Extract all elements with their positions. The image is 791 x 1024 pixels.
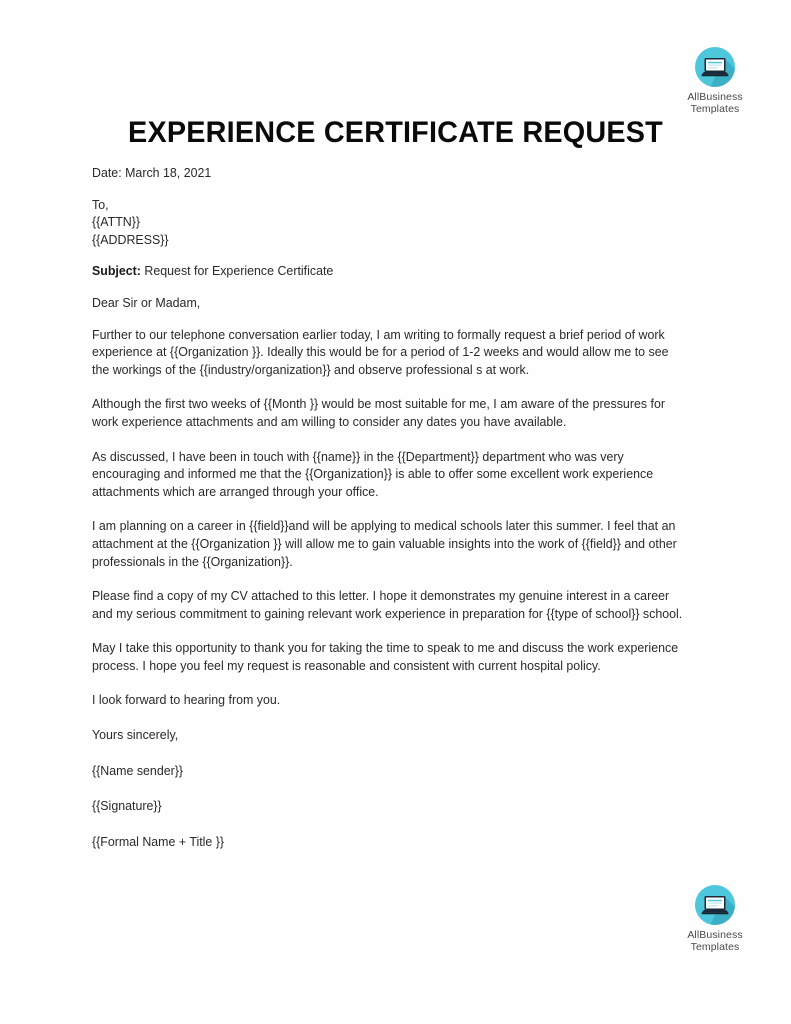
brand-line-1: AllBusiness [687, 91, 743, 103]
recipient-attn: {{ATTN}} [92, 215, 141, 230]
letter-body [92, 165, 687, 869]
date-line [92, 165, 687, 183]
formal-name-title-placeholder [92, 834, 687, 852]
closing-line [92, 727, 687, 745]
recipient-address: {{ADDRESS}} [92, 232, 169, 247]
laptop-icon [694, 884, 736, 926]
subject-line [92, 263, 687, 281]
body-paragraph: I look forward to hearing from you. [92, 693, 281, 708]
brand-line-2: Templates [690, 940, 740, 953]
brand-line-1: AllBusiness [687, 929, 743, 941]
body-paragraph: As discussed, I have been in touch with {{name}} in the {{Department}} department who was very encouraging and informed me that the {{Organization}} is able to offer some excellent work experience attachments which are arranged through your office. [92, 449, 654, 499]
sender-name-text: {{Name sender}} [92, 763, 184, 778]
signature-text: {{Signature}} [92, 799, 162, 814]
to-label: To, [92, 197, 109, 212]
laptop-icon [694, 46, 736, 88]
body-paragraph: I am planning on a career in {{field}}and will be applying to medical schools later this summer. I feel that an attachment at the {{Organization }} will allow me to gain valuable insights into the work of {{field}} and other professionals in the {{Organization}}. [92, 519, 677, 569]
body-paragraph: Further to our telephone conversation earlier today, I am writing to formally request a brief period of work experience at {{Organization }}. Ideally this would be for a period of 1-2 weeks and would allow me to see the workings of the {{industry/organization}} and observe professional s at work. [92, 327, 669, 377]
body-paragraph: Although the first two weeks of {{Month }} would be most suitable for me, I am aware of the pressures for work experience attachments and am willing to consider any dates you have available. [92, 397, 665, 429]
body-paragraph: May I take this opportunity to thank you for taking the time to speak to me and discuss the work experience process. I hope you feel my request is reasonable and consistent with current hospital policy. [92, 641, 679, 673]
salutation [92, 295, 687, 313]
brand-logo-footer [669, 884, 761, 953]
formal-name-title-text: {{Formal Name + Title }} [92, 834, 225, 849]
body-paragraph: Please find a copy of my CV attached to this letter. I hope it demonstrates my genuine interest in a career and my serious commitment to gaining relevant work experience in preparation for {{type of school}} school. [92, 589, 683, 621]
sender-name-placeholder [92, 763, 687, 781]
brand-logo-text [669, 930, 761, 953]
brand-logo-text [669, 92, 761, 115]
brand-logo-header [669, 46, 761, 115]
salutation-text: Dear Sir or Madam, [92, 295, 201, 310]
subject-value: Request for Experience Certificate [140, 264, 334, 279]
page-title: EXPERIENCE CERTIFICATE REQUEST [128, 116, 663, 150]
recipient-block [92, 197, 687, 250]
closing-text: Yours sincerely, [92, 728, 179, 743]
signature-placeholder [92, 798, 687, 816]
date-text: Date: March 18, 2021 [92, 166, 212, 180]
subject-label: Subject: [92, 264, 141, 279]
brand-line-2: Templates [690, 102, 740, 115]
